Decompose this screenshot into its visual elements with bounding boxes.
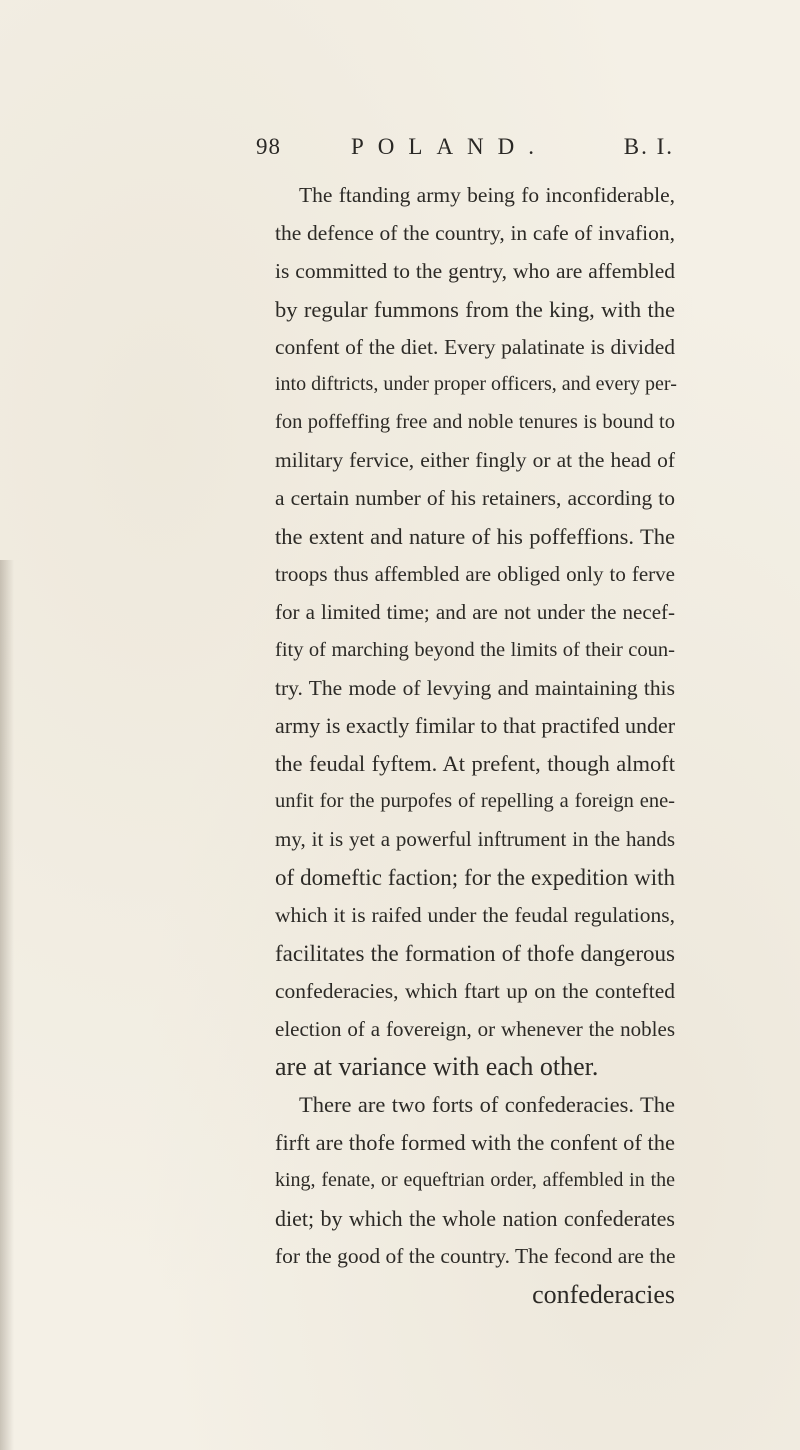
text-line: the defence of the country, in cafe of invafion, — [275, 220, 675, 245]
section-signature: B. I. — [623, 134, 674, 159]
text-line: The ftanding army being fo inconfiderable, — [299, 183, 675, 207]
text-line: the extent and nature of his poffeffions. The — [275, 524, 675, 550]
page-header — [256, 134, 674, 170]
text-line: fon poffeffing free and noble tenures is bound to — [275, 411, 675, 434]
running-title: POLAND. — [351, 134, 549, 159]
text-line: a certain number of his retainers, according to — [275, 486, 675, 511]
text-line: which it is raifed under the feudal regulations, — [275, 902, 675, 927]
text-line: is committed to the gentry, who are affembled — [275, 258, 675, 283]
text-line: firft are thofe formed with the confent of the — [275, 1130, 675, 1156]
text-line: for the good of the country. The fecond are the — [275, 1243, 676, 1268]
text-line: confent of the diet. Every palatinate is divided — [275, 334, 675, 359]
catchword: confederacies — [532, 1279, 675, 1309]
text-line: military fervice, either fingly or at the head of — [275, 448, 675, 473]
text-line: for a limited time; and are not under the necef- — [275, 599, 675, 624]
page-edge-shadow — [0, 560, 14, 1450]
text-line: fity of marching beyond the limits of their coun- — [275, 638, 675, 661]
text-line: army is exactly fimilar to that practifed under — [275, 713, 676, 739]
text-line: are at variance with each other. — [275, 1052, 599, 1082]
text-line: There are two forts of confederacies. The — [299, 1092, 675, 1118]
text-line: confederacies, which ftart up on the contefted — [275, 978, 675, 1003]
text-line: of domeftic faction; for the expedition with — [275, 865, 675, 891]
text-line: by regular fummons from the king, with the — [275, 296, 675, 322]
text-line: into diftricts, under proper officers, and every per- — [275, 373, 677, 396]
page-number: 98 — [256, 134, 281, 159]
text-line: the feudal fyftem. At prefent, though almoft — [275, 751, 675, 777]
text-line: my, it is yet a powerful inftrument in the hands — [275, 827, 675, 852]
body-text — [275, 177, 675, 1314]
text-line: unfit for the purpofes of repelling a foreign ene- — [275, 790, 675, 813]
text-line: try. The mode of levying and maintaining this — [275, 675, 675, 700]
text-line: troops thus affembled are obliged only to ferve — [275, 561, 675, 586]
text-line: facilitates the formation of thofe dangerous — [275, 940, 675, 966]
text-line: election of a fovereign, or whenever the nobles — [275, 1016, 675, 1041]
text-line: diet; by which the whole nation confederates — [275, 1206, 675, 1232]
text-line: king, fenate, or equeftrian order, affembled in the — [275, 1169, 675, 1192]
